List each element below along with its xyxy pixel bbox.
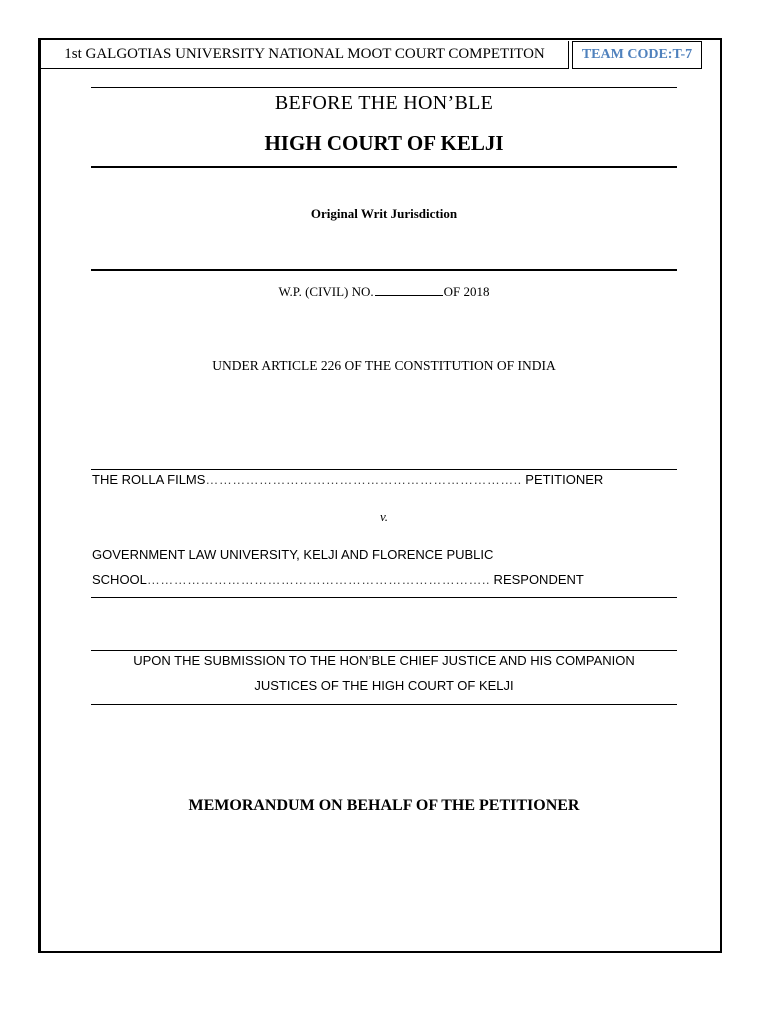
divider bbox=[91, 704, 677, 705]
divider bbox=[91, 87, 677, 88]
court-name: HIGH COURT OF KELJI bbox=[264, 131, 504, 155]
respondent-line-2 bbox=[92, 572, 584, 587]
court-line-1: BEFORE THE HON’BLE bbox=[274, 92, 494, 114]
submission-line-2: JUSTICES OF THE HIGH COURT OF KELJI bbox=[254, 678, 514, 693]
submission-line-1: UPON THE SUBMISSION TO THE HON’BLE CHIEF JUSTICE AND HIS COMPANION bbox=[133, 653, 635, 668]
jurisdiction: Original Writ Jurisdiction bbox=[310, 206, 458, 221]
versus: v. bbox=[379, 509, 389, 524]
divider bbox=[91, 269, 677, 271]
competition-title: 1st GALGOTIAS UNIVERSITY NATIONAL MOOT COURT COMPETITON bbox=[64, 46, 545, 62]
team-code: TEAM CODE:T-7 bbox=[581, 47, 693, 62]
respondent-line-1: GOVERNMENT LAW UNIVERSITY, KELJI AND FLORENCE PUBLIC bbox=[92, 547, 494, 562]
respondent-dots: ………………………………………………………………….. bbox=[146, 572, 490, 587]
petitioner-name: THE ROLLA FILMS bbox=[92, 472, 206, 487]
divider bbox=[91, 166, 677, 168]
petition-number-blank bbox=[375, 284, 443, 296]
memorandum-title: MEMORANDUM ON BEHALF OF THE PETITIONER bbox=[188, 797, 580, 814]
petitioner-role: PETITIONER bbox=[521, 472, 604, 487]
team-code-box bbox=[572, 41, 702, 69]
petition-suffix: OF 2018 bbox=[443, 284, 490, 299]
petition-prefix: W.P. (CIVIL) NO. bbox=[278, 284, 374, 299]
petitioner-dots: …………………………………………………………….. bbox=[205, 472, 522, 487]
divider bbox=[91, 650, 677, 651]
divider bbox=[91, 469, 677, 470]
respondent-name-end: SCHOOL bbox=[92, 572, 147, 587]
respondent-role: RESPONDENT bbox=[489, 572, 584, 587]
divider bbox=[91, 597, 677, 598]
article-line: UNDER ARTICLE 226 OF THE CONSTITUTION OF INDIA bbox=[212, 358, 556, 373]
petitioner-line bbox=[92, 472, 603, 487]
page-border bbox=[38, 38, 722, 953]
petition-number bbox=[91, 284, 677, 300]
competition-header bbox=[41, 41, 569, 69]
